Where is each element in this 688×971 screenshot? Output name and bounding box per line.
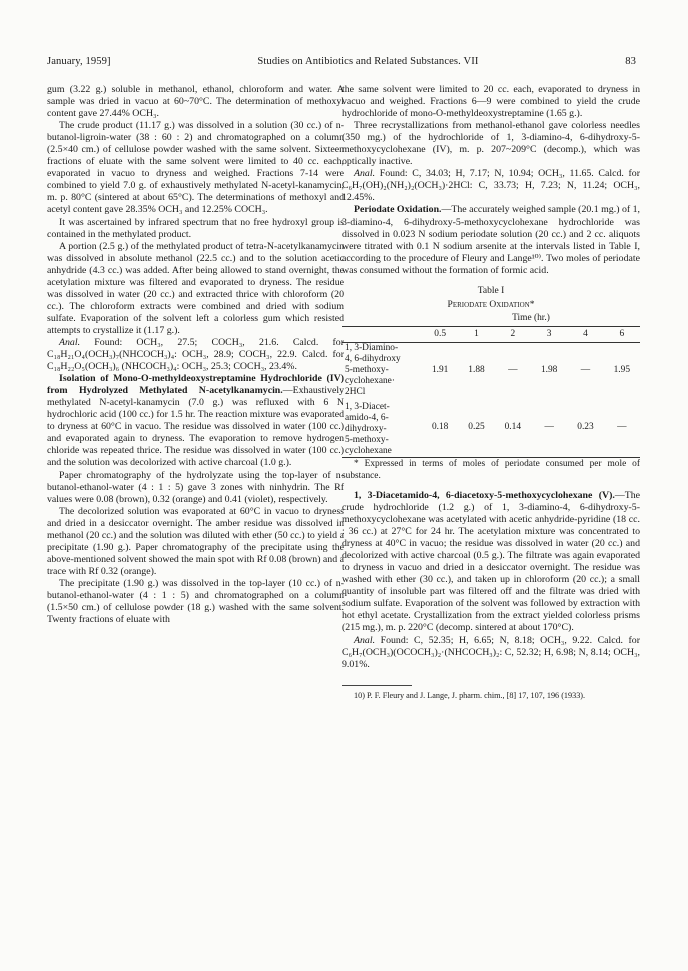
right-column [342,84,640,701]
value-cell: 0.25 [468,421,485,432]
table-caption: Table I [477,285,505,296]
paragraph: The crude product (11.17 g.) was dissolved in a solution (30 cc.) of n-butanol-ligroin-water (38 : 60 : 2) and chromatographed on a column (2.5×40 cm.) of cellulose powder washed with the same solvent. Sixteen fractions of eluate with the same solvent were limited to 40 cc. each, evaporated in vacuo to dryness and weighed. Fractions 7-14 were combined to yield 7.0 g. of exhaustively methylated N-acetyl-kanamycin, m. p. 80°C (sintered at about 65°C). The determinations of methoxyl and acetyl content gave 28.35% OCH₃ and 12.25% COCH₃. [47,120,344,216]
table-subtitle: Periodate Oxidation* [447,299,535,310]
value-cell: 1.91 [431,364,449,375]
footnote-rule [342,685,412,686]
running-header [47,56,636,67]
header-title: Studies on Antibiotics and Related Substances. VII [257,56,479,67]
analysis-label: Anal. [354,168,376,180]
reference-footnote: 10) P. F. Fleury and J. Lange, J. pharm. chim., [8] 17, 107, 196 (1933). [354,690,586,700]
paragraph: The decolorized solution was evaporated at 60°C in vacuo to dryness and dried in a desiccator overnight. The amber residue was dissolved in methanol (20 cc.) and the solution was diluted with ether (50 cc.) to yield a precipitate (1.90 g.). Paper chromatography of the precipitate using the above-mentioned solvent showed the main spot with Rf 0.08 (brown) and a trace with Rf 0.32 (orange). [47,505,344,577]
time-cell: 0.5 [434,328,447,339]
analysis-text: Found: C, 34.03; H, 7.17; N, 10.94; OCH₃, 11.65. Calcd. for C₆H₇(OH)₂(NH₂)₂(OCH₃)·2HCl: C, 33.73; H, 7.23; N, 11.24; OCH₃, 12.45%. [342,168,640,204]
section-text: —Exhaustively methylated N-acetyl-kanamycin (7.0 g.) was refluxed with 6 N hydrochloric acid (100 cc.) for 1.5 hr. The reaction mixture was evaporated to dryness at 60°C in vacuo. The residue was dissolved in water (100 cc.) and evaporated again to dryness. The evaporation to remove hydrogen chloride was repeated thrice. The residue was dissolved in water (100 cc.) and the solution was decolorized with active charcoal (1.0 g.). [47,385,344,469]
paragraph: gum (3.22 g.) soluble in methanol, ethanol, chloroform and water. A sample was dried in vacuo at 60~70°C. The determination of methoxyl content gave 27.44% OCH₃. [47,84,344,120]
section-diacetamido [342,490,640,635]
analysis-label: Anal. [354,634,376,646]
paragraph: the same solvent were limited to 20 cc. each, evaporated to dryness in vacuo and weighed. Fractions 6—9 were combined to yield the crude hydrochloride of mono-O-methyldeoxystreptamine (1.65 g.). [342,84,640,120]
row-label: 1, 3-Diamino- 4, 6-dihydroxy 5-methoxy- cyclohexane· 2HCl [345,342,401,397]
table-row [342,398,640,458]
time-header: Time (hr.) [512,312,550,323]
value-cell: — [508,364,518,375]
value-cell: — [544,421,554,432]
left-column [47,84,344,626]
paragraph: A portion (2.5 g.) of the methylated product of tetra-N-acetylkanamycin was dissolved in absolute methanol (22.5 cc.) and to the solution acetic anhydride (4.3 cc.) was added. After being allowed to stand overnight, the acetylation mixture was filtered and evaporated to dryness. The residue was dissolved in water (20 cc.) and extracted thrice with chloroform (20 cc.). The chloroform extracts were combined and dried with sodium sulfate. Evaporation of the solvent left a colorless gum which resisted attempts to crystallize it (1.17 g.). [47,240,344,336]
analysis-paragraph [342,168,640,204]
value-cell: 1.88 [468,364,485,375]
section-title: 1, 3-Diacetamido-4, 6-diacetoxy-5-methoxycyclohexane (V). [354,489,615,501]
table-footnote: * Expressed in terms of moles of periodate consumed per mole of substance. [342,458,640,481]
paragraph: Three recrystallizations from methanol-ethanol gave colorless needles (350 mg.) of the hydrochloride of 1, 3-diamino-4, 6-dihydroxy-5-methoxycyclohexane (IV), m. p. 207~209°C (decomp.), which was optically inactive. [342,120,640,168]
header-date: January, 1959] [47,56,111,67]
section-periodate-oxidation [342,204,640,276]
table-header-row [342,327,640,343]
section-title: Isolation of Mono-O-methyldeoxystreptamine Hydrochloride (IV) from Hydrolyzed Methylated N-acetylkanamycin. [47,373,344,397]
paragraph: The precipitate (1.90 g.) was dissolved in the top-layer (10 cc.) of n-butanol-ethanol-water (4 : 1 : 5) and chromatographed on a column (1.5×50 cm.) of cellulose powder (18 g.) washed with the same solvent. Twenty fractions of eluate with [47,577,344,626]
periodate-table [342,313,640,458]
section-title: Periodate Oxidation. [354,204,442,216]
section-text: —The crude hydrochloride (1.2 g.) of 1, 3-diamino-4, 6-dihydroxy-5-methoxycyclohexane was acetylated with acetic anhydride-pyridine (18 cc. : 36 cc.) at 27°C for 24 hr. The acetylation mixture was concentrated to dryness at 40°C in vacuo; the residue was dissolved in water (20 cc.) and decolorized with active charcoal (0.5 g.). The filtrate was again evaporated to dryness in vacuo and dried in a desiccator overnight. The residue was washed with ether (30 cc.), and taken up in chloroform (20 cc.); a small quantity of insoluble part was filtered off and the filtrate was dried with sodium sulfate. Evaporation of the solvent was followed by extraction with hot ethyl acetate. Crystallization from the extract yielded colorless prisms (215 mg.), m. p. 220°C (decomp. sintered at about 170°C). [342,489,640,634]
value-cell: 0.18 [431,421,449,432]
table-row [342,343,640,398]
value-cell: — [580,364,591,375]
value-cell: 0.14 [504,421,522,432]
time-cell: 4 [583,328,588,339]
time-cell: 3 [546,328,552,339]
section-text: —The accurately weighed sample (20.1 mg.) of 1, 3-diamino-4, 6-dihydroxy-5-methoxycyclohexane hydrochloride was dissolved in 0.023 N sodium periodate solution (20 cc.) and 2 cc. aliquots were titrated with 0.1 N sodium arsenite at the intervals listed in Table I, according to the procedure of Fleury and Lange¹⁰⁾. Two moles of periodate was consumed without the formation of formic acid. [342,204,640,276]
header-page-number: 83 [625,56,636,67]
analysis-text: Found: OCH₃, 27.5; COCH₃, 21.6. Calcd. for C₁₈H₂₁O₄(OCH₃)₇(NHCOCH₃)₄: OCH₃, 28.9; COCH₃, 22.9. Calcd. for C₁₈H₂₂O₅(OCH₃)₆ (NHCOCH₃)₄: OCH₃, 25.3; COCH₃, 23.4%. [47,336,344,373]
analysis-text: Found: C, 52.35; H, 6.65; N, 8.18; OCH₃, 9.22. Calcd. for C₆H₇(OCH₃)(OCOCH₃)₂·(NHCOCH₃)₂: C, 52.32; H, 6.98; N, 8.14; OCH₃, 9.01%. [342,634,640,670]
analysis-label: Anal. [59,336,81,348]
value-cell: 1.98 [540,364,558,375]
time-cell: 2 [510,328,516,339]
time-cell: 1 [474,328,479,339]
section-isolation [47,373,344,469]
value-cell: 0.23 [577,421,594,432]
analysis-paragraph [47,337,344,373]
paragraph: Paper chromatography of the hydrolyzate using the top-layer of n-butanol-ethanol-water (4 : 1 : 5) gave 3 zones with ninhydrin. The Rf values were 0.08 (brown), 0.32 (orange) and 0.41 (violet), respectively. [47,469,344,505]
time-cell: 6 [619,328,625,339]
value-cell: 1.95 [613,364,631,375]
table-time-header-row [342,313,640,327]
paragraph: It was ascertained by infrared spectrum that no free hydroxyl group is contained in the methylated product. [47,216,344,240]
value-cell: — [617,421,627,432]
row-label: 1, 3-Diacet- amido-4, 6- dihydroxy- 5-methoxy- cyclohexane [345,401,392,456]
analysis-paragraph [342,635,640,671]
